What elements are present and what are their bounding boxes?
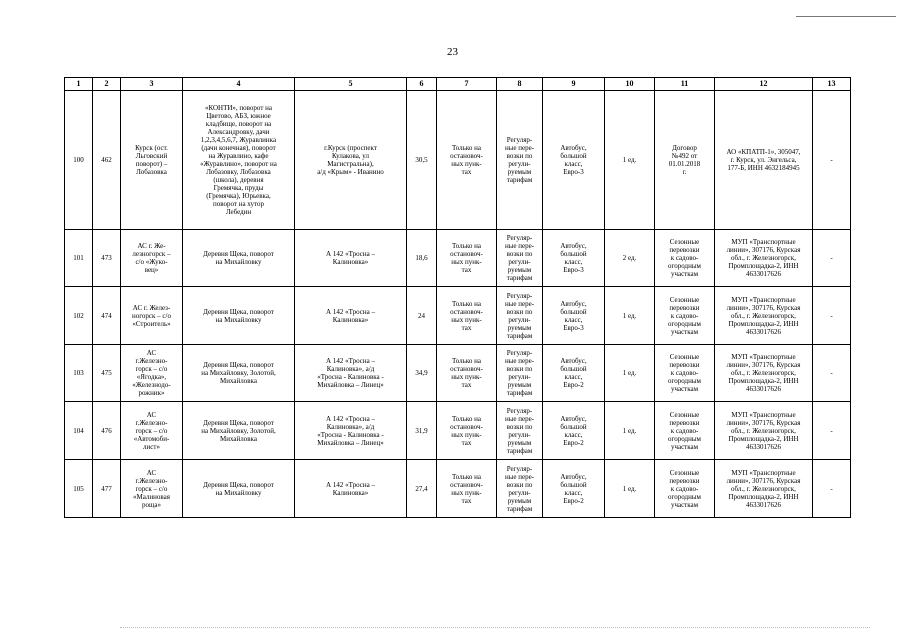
boarding-procedure: Только на остановоч- ных пунк- тах <box>437 460 497 518</box>
carrier-info: МУП «Транспортные линии», 307176, Курская обл., г. Железногорск, Промплощадка-2, ИНН 4633017626 <box>715 287 813 345</box>
table-row <box>65 345 851 402</box>
contract-info: Сезонные перевозки к садово- огородным участкам <box>655 287 715 345</box>
row-number: 105 <box>65 460 93 518</box>
column-header: 10 <box>605 78 655 91</box>
vehicle-count: 1 ед. <box>605 91 655 230</box>
vehicle-class: Автобус, большой класс, Евро-2 <box>543 402 605 460</box>
route-roads: А 142 «Тросна – Калиновка», а/д «Тросна - Калиновка - Михайловка – Линец» <box>295 402 407 460</box>
vehicle-count: 2 ед. <box>605 230 655 287</box>
vehicle-class: Автобус, большой класс, Евро-3 <box>543 230 605 287</box>
transport-type: Регуляр- ные пере- возки по регули- руемым тарифам <box>497 460 543 518</box>
top-right-rule <box>796 16 896 17</box>
column-header: 4 <box>183 78 295 91</box>
routes-table <box>64 77 851 518</box>
column-header: 5 <box>295 78 407 91</box>
contract-info: Сезонные перевозки к садово- огородным участкам <box>655 345 715 402</box>
column-header: 3 <box>121 78 183 91</box>
route-name: АС г. Же- лезногорск – с/о «Жуко- вец» <box>121 230 183 287</box>
table-row <box>65 402 851 460</box>
vehicle-class: Автобус, большой класс, Евро-3 <box>543 287 605 345</box>
vehicle-class: Автобус, большой класс, Евро-2 <box>543 460 605 518</box>
column-header: 9 <box>543 78 605 91</box>
column-header: 6 <box>407 78 437 91</box>
column-header: 1 <box>65 78 93 91</box>
intermediate-stops: Деревня Щека, поворот на Михайловку, Золотой, Михайловка <box>183 345 295 402</box>
row-number: 100 <box>65 91 93 230</box>
vehicle-count: 1 ед. <box>605 460 655 518</box>
column-header: 11 <box>655 78 715 91</box>
route-length: 24 <box>407 287 437 345</box>
table-row <box>65 287 851 345</box>
route-number: 462 <box>93 91 121 230</box>
transport-type: Регуляр- ные пере- возки по регули- руемым тарифам <box>497 91 543 230</box>
route-roads: А 142 «Тросна – Калиновка», а/д «Тросна - Калиновка - Михайловка – Линец» <box>295 345 407 402</box>
column-13-value: - <box>813 345 851 402</box>
route-length: 27,4 <box>407 460 437 518</box>
row-number: 101 <box>65 230 93 287</box>
vehicle-count: 1 ед. <box>605 402 655 460</box>
carrier-info: МУП «Транспортные линии», 307176, Курская обл., г. Железногорск, Промплощадка-2, ИНН 4633017626 <box>715 460 813 518</box>
column-header: 7 <box>437 78 497 91</box>
route-roads: А 142 «Тросна – Калиновка» <box>295 460 407 518</box>
route-name: АС г.Железно- горск – с/о «Малиновая роща» <box>121 460 183 518</box>
column-13-value: - <box>813 460 851 518</box>
vehicle-count: 1 ед. <box>605 345 655 402</box>
vehicle-class: Автобус, большой класс, Евро-2 <box>543 345 605 402</box>
intermediate-stops: Деревня Щека, поворот на Михайловку, Золотой, Михайловка <box>183 402 295 460</box>
transport-type: Регуляр- ные пере- возки по регули- руемым тарифам <box>497 402 543 460</box>
route-length: 31,9 <box>407 402 437 460</box>
route-roads: г.Курск (проспект Кулакова, ул Магистральна), а/д «Крым» - Иванино <box>295 91 407 230</box>
contract-info: Договор №492 от 01.01.2018 г. <box>655 91 715 230</box>
boarding-procedure: Только на остановоч- ных пунк- тах <box>437 287 497 345</box>
boarding-procedure: Только на остановоч- ных пунк- тах <box>437 230 497 287</box>
route-number: 474 <box>93 287 121 345</box>
row-number: 103 <box>65 345 93 402</box>
route-name: Курск (ост. Льговский поворот) – Лобазовка <box>121 91 183 230</box>
route-name: АС г.Железно- горск – с/о «Автомоби- лист» <box>121 402 183 460</box>
page-number: 23 <box>447 46 458 58</box>
table-row <box>65 91 851 230</box>
vehicle-count: 1 ед. <box>605 287 655 345</box>
boarding-procedure: Только на остановоч- ных пунк- тах <box>437 91 497 230</box>
column-header: 8 <box>497 78 543 91</box>
route-length: 34,9 <box>407 345 437 402</box>
column-13-value: - <box>813 91 851 230</box>
boarding-procedure: Только на остановоч- ных пунк- тах <box>437 345 497 402</box>
intermediate-stops: Деревня Щека, поворот на Михайловку <box>183 230 295 287</box>
column-header: 2 <box>93 78 121 91</box>
column-13-value: - <box>813 230 851 287</box>
column-13-value: - <box>813 287 851 345</box>
contract-info: Сезонные перевозки к садово- огородным участкам <box>655 230 715 287</box>
intermediate-stops: «КОНТИ», поворот на Цветово, АБЗ, южное кладбище, поворот на Александровку, дачи 1,2,3,4,5,6,7, Журавлинка (дачи конечная), поворот на Журавлино, кафе «Журавлино», поворот на Лобазовку, Лобазовка (школа), деревня Гремячка, пруды (Гремячка), Юрьевка, поворот на хутор Лебедин <box>183 91 295 230</box>
transport-type: Регуляр- ные пере- возки по регули- руемым тарифам <box>497 230 543 287</box>
scan-artifact-line <box>120 627 870 629</box>
vehicle-class: Автобус, большой класс, Евро-3 <box>543 91 605 230</box>
column-header: 13 <box>813 78 851 91</box>
intermediate-stops: Деревня Щека, поворот на Михайловку <box>183 287 295 345</box>
contract-info: Сезонные перевозки к садово- огородным участкам <box>655 402 715 460</box>
table-row <box>65 230 851 287</box>
table-row <box>65 460 851 518</box>
intermediate-stops: Деревня Щека, поворот на Михайловку <box>183 460 295 518</box>
contract-info: Сезонные перевозки к садово- огородным участкам <box>655 460 715 518</box>
carrier-info: АО «КПАТП-1», 305047, г. Курск, ул. Энгельса, 177-Б, ИНН 4632184945 <box>715 91 813 230</box>
route-number: 475 <box>93 345 121 402</box>
route-length: 18,6 <box>407 230 437 287</box>
route-name: АС г. Желез- ногорск – с/о «Строитель» <box>121 287 183 345</box>
header-row <box>65 78 851 91</box>
route-name: АС г.Железно- горск – с/о «Ягодка», «Железнодо- рожник» <box>121 345 183 402</box>
row-number: 104 <box>65 402 93 460</box>
route-roads: А 142 «Тросна – Калиновка» <box>295 287 407 345</box>
row-number: 102 <box>65 287 93 345</box>
route-roads: А 142 «Тросна – Калиновка» <box>295 230 407 287</box>
carrier-info: МУП «Транспортные линии», 307176, Курская обл., г. Железногорск, Промплощадка-2, ИНН 4633017626 <box>715 345 813 402</box>
transport-type: Регуляр- ные пере- возки по регули- руемым тарифам <box>497 287 543 345</box>
column-header: 12 <box>715 78 813 91</box>
carrier-info: МУП «Транспортные линии», 307176, Курская обл., г. Железногорск, Промплощадка-2, ИНН 4633017626 <box>715 402 813 460</box>
route-number: 473 <box>93 230 121 287</box>
carrier-info: МУП «Транспортные линии», 307176, Курская обл., г. Железногорск, Промплощадка-2, ИНН 4633017626 <box>715 230 813 287</box>
route-number: 477 <box>93 460 121 518</box>
boarding-procedure: Только на остановоч- ных пунк- тах <box>437 402 497 460</box>
column-13-value: - <box>813 402 851 460</box>
route-number: 476 <box>93 402 121 460</box>
transport-type: Регуляр- ные пере- возки по регули- руемым тарифам <box>497 345 543 402</box>
route-length: 30,5 <box>407 91 437 230</box>
